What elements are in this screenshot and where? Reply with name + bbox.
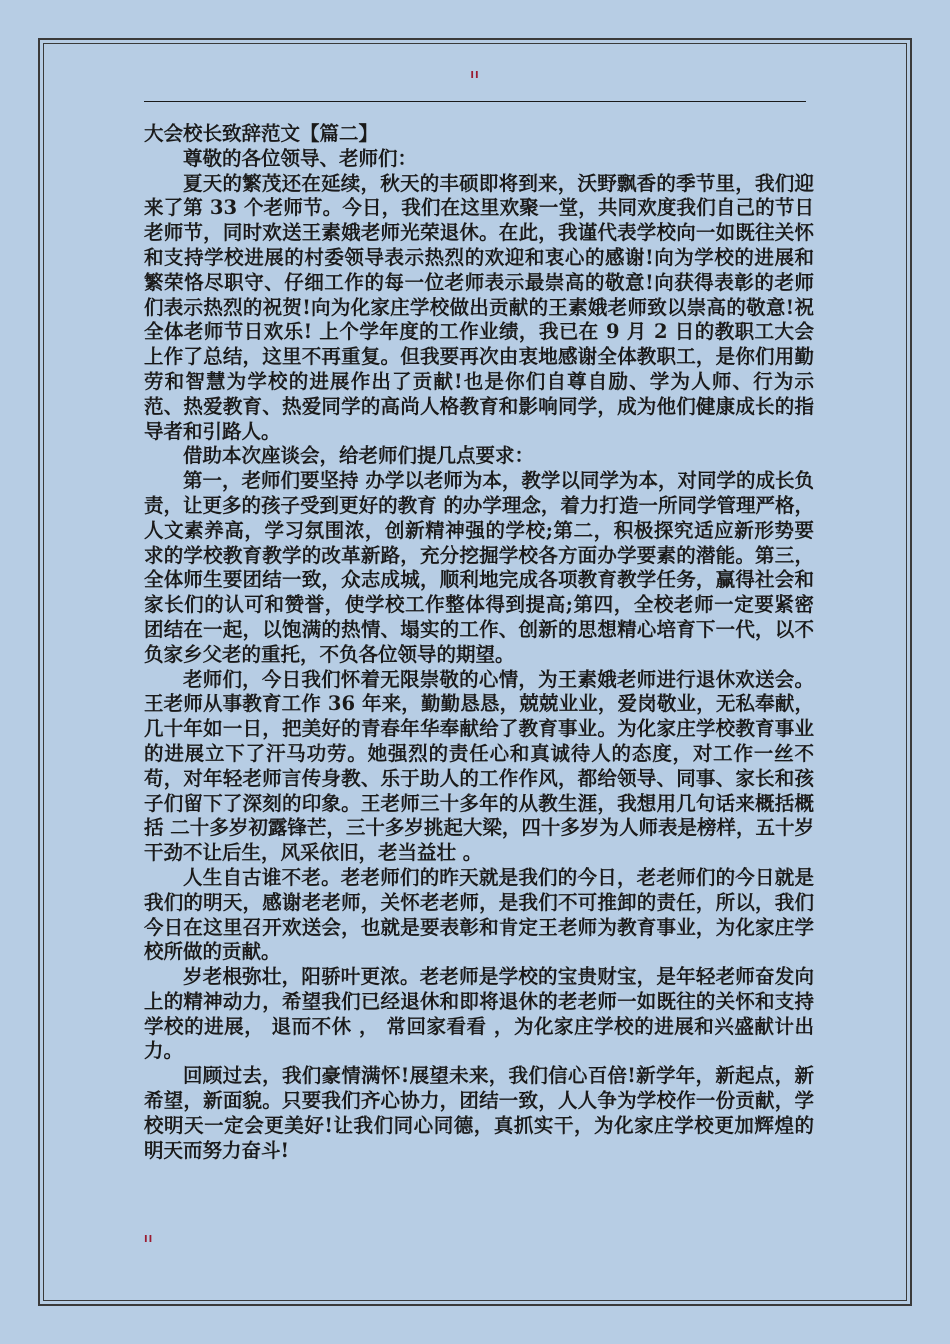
header-rule bbox=[144, 101, 806, 102]
paragraph-requirements-intro: 借助本次座谈会，给老师们提几点要求： bbox=[183, 444, 535, 468]
paragraph-retirement: 老师们，今日我们怀着无限崇敬的心情，为王素娥老师进行退休欢送会。王老师从事教育工作 36 年来，勤勤恳恳，兢兢业业，爱岗敬业，无私奉献，几十年如一日，把美好的青春年华奉献给了教育事业。为化家庄学校教育事业的进展立下了汗马功劳。她强烈的责任心和真诚待人的态度，对工作一丝不苟，对年轻老师言传身教、乐于助人的工作作风，都给领导、同事、家长和孩子们留下了深刻的印象。王老师三十多年的从教生涯，我想用几句话来概括概括 二十多岁初露锋芒，三十多岁挑起大梁，四十多岁为人师表是榜样，五十岁干劲不让后生，风采依旧，老当益壮 。 bbox=[144, 667, 814, 865]
paragraph-salutation: 尊敬的各位领导、老师们： bbox=[183, 146, 418, 170]
header-mark: ıı bbox=[470, 66, 480, 81]
paragraph-opening: 夏天的繁茂还在延续，秋天的丰硕即将到来，沃野飘香的季节里，我们迎来了第 33 个老师节。今日，我们在这里欢聚一堂，共同欢度我们自己的节日 老师节，同时欢送王素娥老师光荣退休。在此，我谨代表学校向一如既往关怀和支持学校进展的村委领导表示热烈的欢迎和衷心的感谢!向为学校的进展和繁荣恪尽职守、仔细工作的每一位老师表示最崇高的敬意!向获得表彰的老师们表示热烈的祝贺!向为化家庄学校做出贡献的王素娥老师致以崇高的敬意!祝全体老师节日欢乐! 上个学年度的工作业绩，我已在 9 月 2 日的教职工大会上作了总结，这里不再重复。但我要再次由衷地感谢全体教职工，是你们用勤劳和智慧为学校的进展作出了贡献!也是你们自尊自励、学为人师、行为示范、热爱教育、热爱同学的高尚人格教育和影响同学，成为他们健康成长的指导者和引路人。 bbox=[144, 171, 814, 443]
paragraph-wishes: 岁老根弥壮，阳骄叶更浓。老老师是学校的宝贵财宝，是年轻老师奋发向上的精神动力，希望我们已经退休和即将退休的老老师一如既往的关怀和支持学校的进展， 退而不休 ， 常回家看看 ，为化家庄学校的进展和兴盛献计出力。 bbox=[144, 965, 814, 1063]
paragraph-requirements: 第一，老师们要坚持 办学以老师为本，教学以同学为本，对同学的成长负责，让更多的孩子受到更好的教育 的办学理念，着力打造一所同学管理严格，人文素养高，学习氛围浓，创新精神强的学校;第二，积极探究适应新形势要求的学校教育教学的改革新路，充分挖掘学校各方面办学要素的潜能。第三，全体师生要团结一致，众志成城，顺利地完成各项教育教学任务，赢得社会和家长们的认可和赞誉，使学校工作整体得到提高;第四，全校老师一定要紧密团结在一起，以饱满的热情、塌实的工作、创新的思想精心培育下一代，以不负家乡父老的重托，不负各位领导的期望。 bbox=[144, 469, 814, 666]
document-title: 大会校长致辞范文【篇二】 bbox=[144, 122, 379, 145]
footer-mark: ıı bbox=[144, 1230, 154, 1245]
document-body bbox=[144, 122, 814, 1220]
paragraph-closing: 回顾过去，我们豪情满怀!展望未来，我们信心百倍!新学年，新起点，新希望，新面貌。只要我们齐心协力，团结一致，人人争为学校作一份贡献，学校明天一定会更美好!让我们同心同德，真抓实干，为化家庄学校更加辉煌的明天而努力奋斗! bbox=[144, 1064, 814, 1162]
paragraph-elders: 人生自古谁不老。老老师们的昨天就是我们的今日，老老师们的今日就是我们的明天，感谢老老师，关怀老老师，是我们不可推卸的责任，所以，我们今日在这里召开欢送会，也就是要表彰和肯定王老师为教育事业，为化家庄学校所做的贡献。 bbox=[144, 865, 814, 964]
